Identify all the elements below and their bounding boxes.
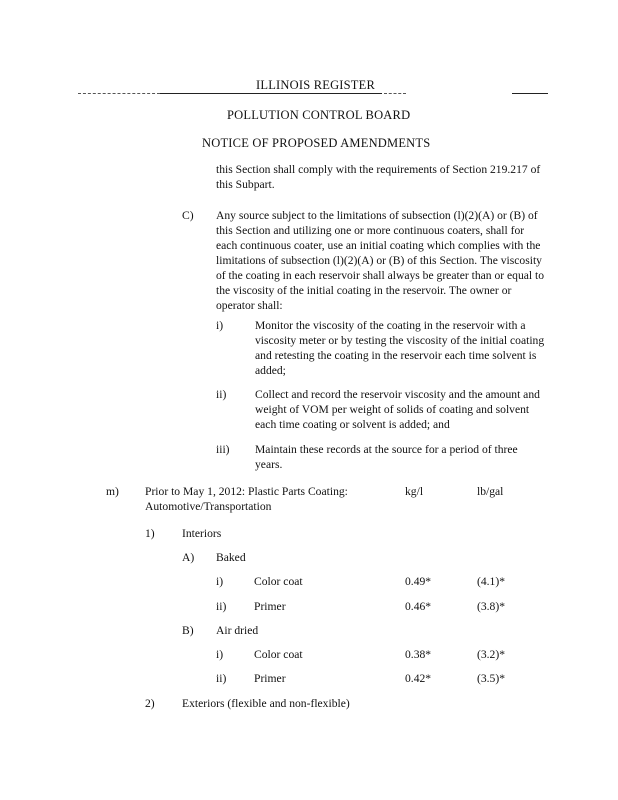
sub-item-i-marker: i) (216, 319, 224, 332)
exteriors-label: Exteriors (flexible and non-flexible) (182, 697, 350, 710)
sub-item-iii-marker: iii) (216, 443, 230, 456)
airdried-marker: B) (182, 624, 194, 637)
baked-marker: A) (182, 551, 195, 564)
header-rule-mid-dashed (384, 93, 406, 94)
header-rule-left (160, 93, 382, 94)
sub-item-i-text: Monitor the viscosity of the coating in the reservoir with a viscosity meter or by testing the viscosity of the initial coating and retesting the coating in the reservoir each time solvent is added; (255, 319, 545, 377)
item-m-title-line2: Automotive/Transportation (145, 500, 272, 513)
interiors-label: Interiors (182, 527, 222, 540)
baked-row-1-marker: i) (216, 575, 224, 588)
notice-title: NOTICE OF PROPOSED AMENDMENTS (202, 136, 431, 150)
airdried-row-2-label: Primer (254, 672, 286, 685)
col-header-kg: kg/l (405, 485, 424, 498)
continuation-paragraph: this Section shall comply with the requirements of Section 219.217 of this Subpart. (216, 163, 541, 191)
airdried-row-1-lb: (3.2)* (477, 648, 506, 661)
header-rule-left-dashed (78, 93, 160, 94)
item-m-marker: m) (106, 485, 119, 498)
airdried-row-2-marker: ii) (216, 672, 227, 685)
col-header-lb: lb/gal (477, 485, 504, 498)
exteriors-marker: 2) (145, 697, 155, 710)
baked-row-2-marker: ii) (216, 600, 227, 613)
register-title: ILLINOIS REGISTER (256, 78, 376, 92)
sub-item-ii-marker: ii) (216, 388, 227, 401)
baked-row-2-kg: 0.46* (405, 600, 432, 613)
baked-row-1-lb: (4.1)* (477, 575, 506, 588)
baked-row-1-kg: 0.49* (405, 575, 432, 588)
sub-item-iii-text: Maintain these records at the source for a period of three years. (255, 443, 518, 471)
airdried-row-1-marker: i) (216, 648, 224, 661)
item-m-title-line1: Prior to May 1, 2012: Plastic Parts Coating: (145, 485, 348, 498)
header-rule-right (512, 93, 548, 94)
baked-label: Baked (216, 551, 246, 564)
airdried-label: Air dried (216, 624, 259, 637)
airdried-row-1-kg: 0.38* (405, 648, 432, 661)
item-c-marker: C) (182, 209, 194, 222)
board-title: POLLUTION CONTROL BOARD (227, 108, 411, 122)
airdried-row-1-label: Color coat (254, 648, 303, 661)
airdried-row-2-lb: (3.5)* (477, 672, 506, 685)
baked-row-1-label: Color coat (254, 575, 303, 588)
interiors-marker: 1) (145, 527, 155, 540)
airdried-row-2-kg: 0.42* (405, 672, 432, 685)
baked-row-2-label: Primer (254, 600, 286, 613)
sub-item-ii-text: Collect and record the reservoir viscosity and the amount and weight of VOM per weight of solids of coating and solvent each time coating or solvent is added; and (255, 388, 540, 431)
item-c-paragraph: Any source subject to the limitations of subsection (l)(2)(A) or (B) of this Section and utilizing one or more continuous coaters, shall for each continuous coater, use an initial coating which complies with the limitations of subsection (l)(2)(A) or (B) of this Section. The viscosity of the coating in each reservoir shall always be greater than or equal to the viscosity of the initial coating in the reservoir. The owner or operator shall: (216, 209, 545, 312)
baked-row-2-lb: (3.8)* (477, 600, 506, 613)
